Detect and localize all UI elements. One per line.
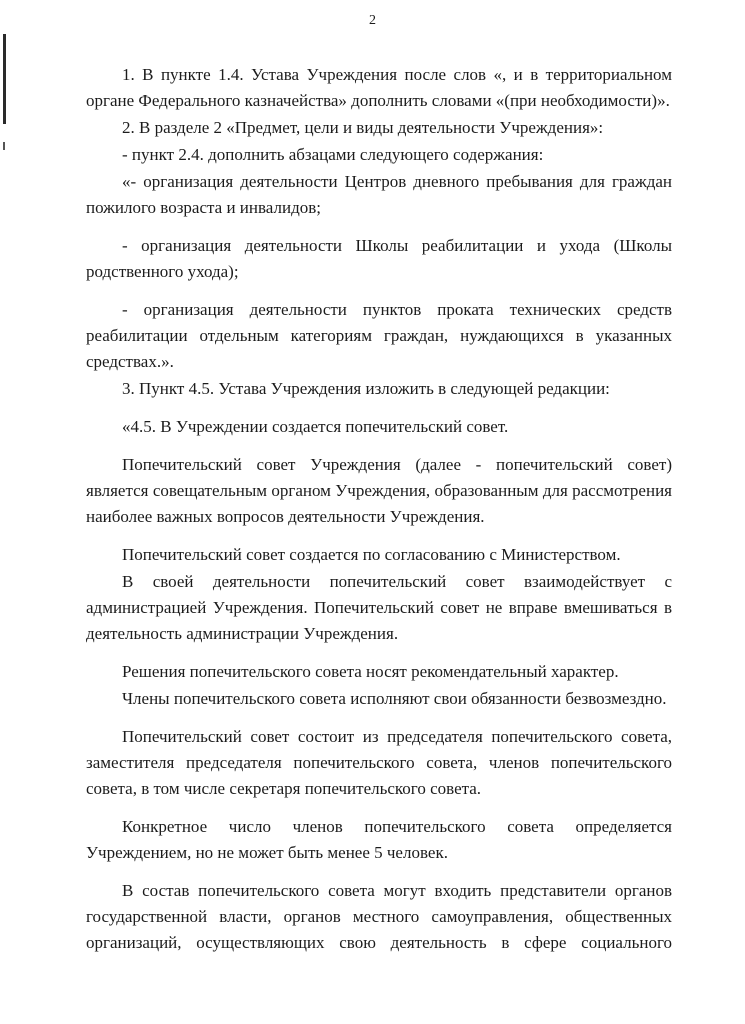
paragraph-9: Попечительский совет Учреждения (далее - попечительский совет) является совещательным органом Учреждения, образованным для рассмотрения наиболее важных вопросов деятельности Учреждения. (86, 455, 672, 526)
paragraph-8: «4.5. В Учреждении создается попечительский совет. (122, 417, 509, 436)
paragraph-11: В своей деятельности попечительский совет взаимодействует с администрацией Учреждения. Попечительский совет не вправе вмешиваться в деятельность администрации Учреждения. (86, 572, 672, 643)
paragraph-10: Попечительский совет создается по согласованию с Министерством. (122, 545, 621, 564)
paragraph-13: Члены попечительского совета исполняют свои обязанности безвозмездно. (122, 689, 667, 708)
paragraph-3: - пункт 2.4. дополнить абзацами следующего содержания: (122, 145, 544, 164)
paragraph-2: 2. В разделе 2 «Предмет, цели и виды деятельности Учреждения»: (122, 118, 604, 137)
scan-edge-mark (3, 34, 6, 124)
paragraph-14: Попечительский совет состоит из председателя попечительского совета, заместителя председателя попечительского совета, членов попечительского совета, в том числе секретаря попечительского совета. (86, 727, 672, 798)
scan-edge-mark-small (3, 142, 5, 150)
paragraph-6: - организация деятельности пунктов проката технических средств реабилитации отдельным категориям граждан, нуждающихся в указанных средствах.». (86, 300, 672, 371)
paragraph-15: Конкретное число членов попечительского совета определяется Учреждением, но не может быть менее 5 человек. (86, 817, 672, 862)
document-body (86, 62, 672, 962)
paragraph-4: «- организация деятельности Центров дневного пребывания для граждан пожилого возраста и инвалидов; (86, 172, 672, 217)
page-number: 2 (369, 13, 376, 28)
paragraph-1: 1. В пункте 1.4. Устава Учреждения после слов «, и в территориальном органе Федерального казначейства» дополнить словами «(при необходимости)». (86, 65, 672, 110)
paragraph-12: Решения попечительского совета носят рекомендательный характер. (122, 662, 619, 681)
paragraph-5: - организация деятельности Школы реабилитации и ухода (Школы родственного ухода); (86, 236, 672, 281)
paragraph-7: 3. Пункт 4.5. Устава Учреждения изложить в следующей редакции: (122, 379, 610, 398)
paragraph-16: В состав попечительского совета могут входить представители органов государственной власти, органов местного самоуправления, общественных организаций, осуществляющих свою деятельность в сфере социального (86, 881, 672, 952)
